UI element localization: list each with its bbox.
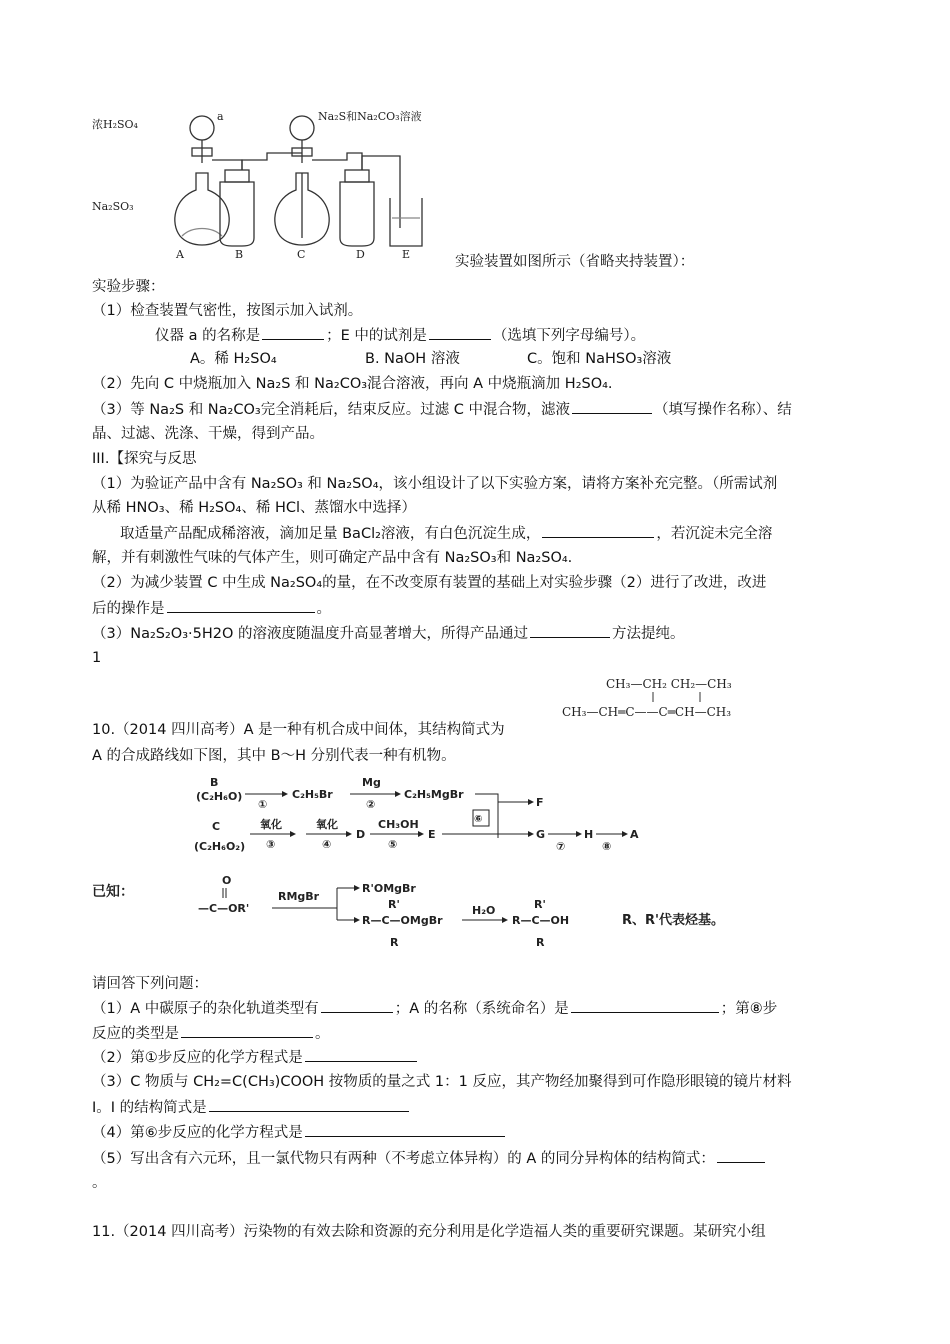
- q10-a3-line1: （3）C 物质与 CH₂=C(CH₃)COOH 按物质的量之式 1：1 反应，其产物经加聚得到可作隐形眼镜的镜片材料: [92, 1074, 792, 1090]
- step-3-line2: 晶、过滤、洗涤、干燥，得到产品。: [92, 426, 324, 442]
- q10-a1: [92, 998, 777, 1019]
- s3-p2-line2-text-b: 。: [316, 601, 331, 617]
- scheme-E: E: [428, 828, 436, 841]
- known-r2-top: R': [534, 898, 546, 911]
- page-number-1: 1: [92, 650, 102, 666]
- step-1-q-text-c: （选填下列字母编号）。: [492, 328, 646, 344]
- q10-a1-line2-text-b: 。: [315, 1026, 330, 1042]
- label-B: B: [235, 248, 244, 258]
- s3-p3-text-a: （3）Na₂S₂O₃·5H2O 的溶液度随温度升高显著增大，所得产品通过: [92, 626, 528, 642]
- synthesis-scheme: [190, 772, 650, 862]
- scheme-step2: ②: [366, 798, 376, 811]
- answer-blank-structure-I[interactable]: [209, 1097, 409, 1112]
- known-reaction: [92, 870, 772, 960]
- scheme-C: C: [212, 820, 221, 833]
- s3-p1-line3-text-b: ，若沉淀未完全溶: [656, 526, 773, 542]
- q10-a1-text-a: （1）A 中碳原子的杂化轨道类型有: [92, 1001, 319, 1017]
- label-h2so4: 浓H₂SO₄: [92, 118, 138, 131]
- scheme-B: B: [210, 776, 219, 789]
- option-a: A。稀 H₂SO₄: [190, 351, 277, 367]
- q10-a5: [92, 1148, 767, 1169]
- label-E: E: [402, 248, 411, 258]
- step-3: [92, 399, 792, 420]
- step-1: （1）检查装置气密性，按图示加入试剂。: [92, 303, 363, 319]
- q11-line1: 11.（2014 四川高考）污染物的有效去除和资源的充分利用是化学造福人类的重要研究课题。某研究小组: [92, 1224, 766, 1240]
- answer-blank-eq6[interactable]: [305, 1122, 505, 1137]
- step-1-q-text-a: 仪器 a 的名称是: [155, 328, 261, 344]
- step-2: （2）先向 C 中烧瓶加入 Na₂S 和 Na₂CO₃混合溶液，再向 A 中烧瓶滴加 H₂SO₄.: [92, 376, 613, 392]
- option-b: B. NaOH 溶液: [365, 351, 460, 367]
- scheme-D: D: [356, 828, 366, 841]
- known-note: R、R'代表烃基。: [622, 913, 725, 928]
- s3-p1-line3: [120, 523, 772, 544]
- q10-line1: 10.（2014 四川高考）A 是一种有机合成中间体，其结构简式为: [92, 722, 505, 738]
- scheme-mg: Mg: [362, 776, 381, 789]
- step-1-q-text-b: ；E 中的试剂是: [326, 328, 427, 344]
- answer-blank-a-name[interactable]: [262, 325, 324, 340]
- scheme-step1: ①: [258, 798, 268, 811]
- s3-p2-line1: （2）为减少装置 C 中生成 Na₂SO₄的量，在不改变原有装置的基础上对实验步骤（2）进行了改进，改进: [92, 575, 767, 591]
- answer-blank-reaction-type[interactable]: [181, 1023, 313, 1038]
- known-h2o: H₂O: [472, 904, 496, 917]
- scheme-step5: ⑤: [388, 838, 398, 851]
- q10-a1-line2-text-a: 反应的类型是: [92, 1026, 179, 1042]
- known-o: O: [222, 874, 232, 887]
- label-a: a: [217, 110, 224, 123]
- scheme-ch3oh: CH₃OH: [378, 818, 419, 831]
- label-na2s: Na₂S和Na₂CO₃溶液: [318, 110, 422, 123]
- s3-p1-line2: 从稀 HNO₃、稀 H₂SO₄、稀 HCl、蒸馏水中选择）: [92, 500, 417, 516]
- q10-a2-text: （2）第①步反应的化学方程式是: [92, 1050, 303, 1066]
- scheme-oxid2: 氧化: [316, 818, 338, 831]
- answer-blank-operation[interactable]: [572, 399, 652, 414]
- answer-blank-eq1[interactable]: [305, 1047, 417, 1062]
- known-alkoxide: R—C—OMgBr: [362, 914, 443, 927]
- known-rmgbr: RMgBr: [278, 890, 320, 903]
- q10-line2: A 的合成路线如下图，其中 B～H 分别代表一种有机物。: [92, 748, 456, 764]
- q10-a3-line2-text: I。I 的结构简式是: [92, 1100, 207, 1116]
- step-1-question: [155, 325, 645, 346]
- apparatus-figure: [92, 98, 462, 258]
- s3-p1-line4: 解，并有刺激性气味的气体产生，则可确定产品中含有 Na₂SO₃和 Na₂SO₄.: [92, 550, 573, 566]
- s3-p1-line3-text-a: 取适量产品配成稀溶液，滴加足量 BaCl₂溶液，有白色沉淀生成，: [120, 526, 541, 542]
- section3-heading: III.【探究与反思: [92, 451, 197, 467]
- scheme-B-formula: (C₂H₆O): [196, 790, 243, 803]
- q10-a1-text-c: ；第⑧步: [720, 1001, 778, 1017]
- option-c: C。饱和 NaHSO₃溶液: [527, 351, 672, 367]
- answer-blank-isomer[interactable]: [717, 1148, 765, 1163]
- apparatus-caption: 实验装置如图所示（省略夹持装置）：: [455, 254, 695, 270]
- known-alcohol: R—C—OH: [512, 914, 570, 927]
- q10-a1-text-b: ；A 的名称（系统命名）是: [394, 1001, 569, 1017]
- s3-p2-line2-text-a: 后的操作是: [92, 601, 165, 617]
- known-r-bottom: R: [390, 936, 399, 949]
- label-C: C: [297, 248, 306, 258]
- q10-a4-text: （4）第⑥步反应的化学方程式是: [92, 1125, 303, 1141]
- scheme-c2h5mgbr: C₂H₅MgBr: [404, 788, 464, 801]
- scheme-step8: ⑧: [602, 840, 612, 853]
- scheme-A: A: [630, 828, 639, 841]
- step-3-text-a: （3）等 Na₂S 和 Na₂CO₃完全消耗后，结束反应。过滤 C 中混合物，滤液: [92, 402, 571, 418]
- scheme-step6: ⑥: [474, 814, 483, 825]
- s3-p1-line1: （1）为验证产品中含有 Na₂SO₃ 和 Na₂SO₄，该小组设计了以下实验方案，请将方案补充完整。（所需试剂: [92, 476, 778, 492]
- structure-top: CH₃—CH₂ CH₂—CH₃: [606, 677, 732, 691]
- answer-blank-experiment[interactable]: [542, 523, 654, 538]
- step-3-text-b: （填写操作名称）、结: [654, 402, 792, 418]
- q10-a5-end: 。: [92, 1175, 107, 1191]
- answer-blank-name[interactable]: [571, 998, 719, 1013]
- answer-blank-improvement[interactable]: [167, 598, 315, 613]
- label-na2so3: Na₂SO₃: [92, 200, 134, 213]
- scheme-c2h5br: C₂H₅Br: [292, 788, 333, 801]
- scheme-C-formula: (C₂H₆O₂): [194, 840, 246, 853]
- q10-a4: [92, 1122, 507, 1143]
- s3-p3: [92, 623, 685, 644]
- known-r2-bottom: R: [536, 936, 545, 949]
- structure-A: [560, 672, 800, 724]
- s3-p3-text-b: 方法提纯。: [612, 626, 685, 642]
- structure-bottom: CH₃—CH═C——C═CH—CH₃: [562, 705, 732, 719]
- q10-a5-text: （5）写出含有六元环，且一氯代物只有两种（不考虑立体异构）的 A 的同分异构体的结构简式：: [92, 1151, 715, 1167]
- steps-heading: 实验步骤：: [92, 279, 165, 295]
- scheme-H: H: [584, 828, 594, 841]
- known-label: 已知：: [92, 884, 134, 900]
- q10-ask: 请回答下列问题：: [92, 976, 208, 992]
- scheme-oxid1: 氧化: [260, 818, 282, 831]
- scheme-step7: ⑦: [556, 840, 566, 853]
- known-r-top: R': [388, 898, 400, 911]
- scheme-step3: ③: [266, 838, 276, 851]
- scheme-step4: ④: [322, 838, 332, 851]
- known-ester: —C—OR': [198, 902, 250, 915]
- s3-p2-line2: [92, 598, 331, 619]
- known-romgbr: R'OMgBr: [362, 882, 416, 895]
- q10-a1-line2: [92, 1023, 330, 1044]
- label-D: D: [356, 248, 365, 258]
- label-A: A: [176, 248, 184, 258]
- scheme-G: G: [536, 828, 546, 841]
- q10-a2: [92, 1047, 419, 1068]
- q10-a3-line2: [92, 1097, 411, 1118]
- answer-blank-hybrid[interactable]: [321, 998, 393, 1013]
- answer-blank-purify[interactable]: [530, 623, 610, 638]
- scheme-F: F: [536, 796, 544, 809]
- answer-blank-e-reagent[interactable]: [429, 325, 491, 340]
